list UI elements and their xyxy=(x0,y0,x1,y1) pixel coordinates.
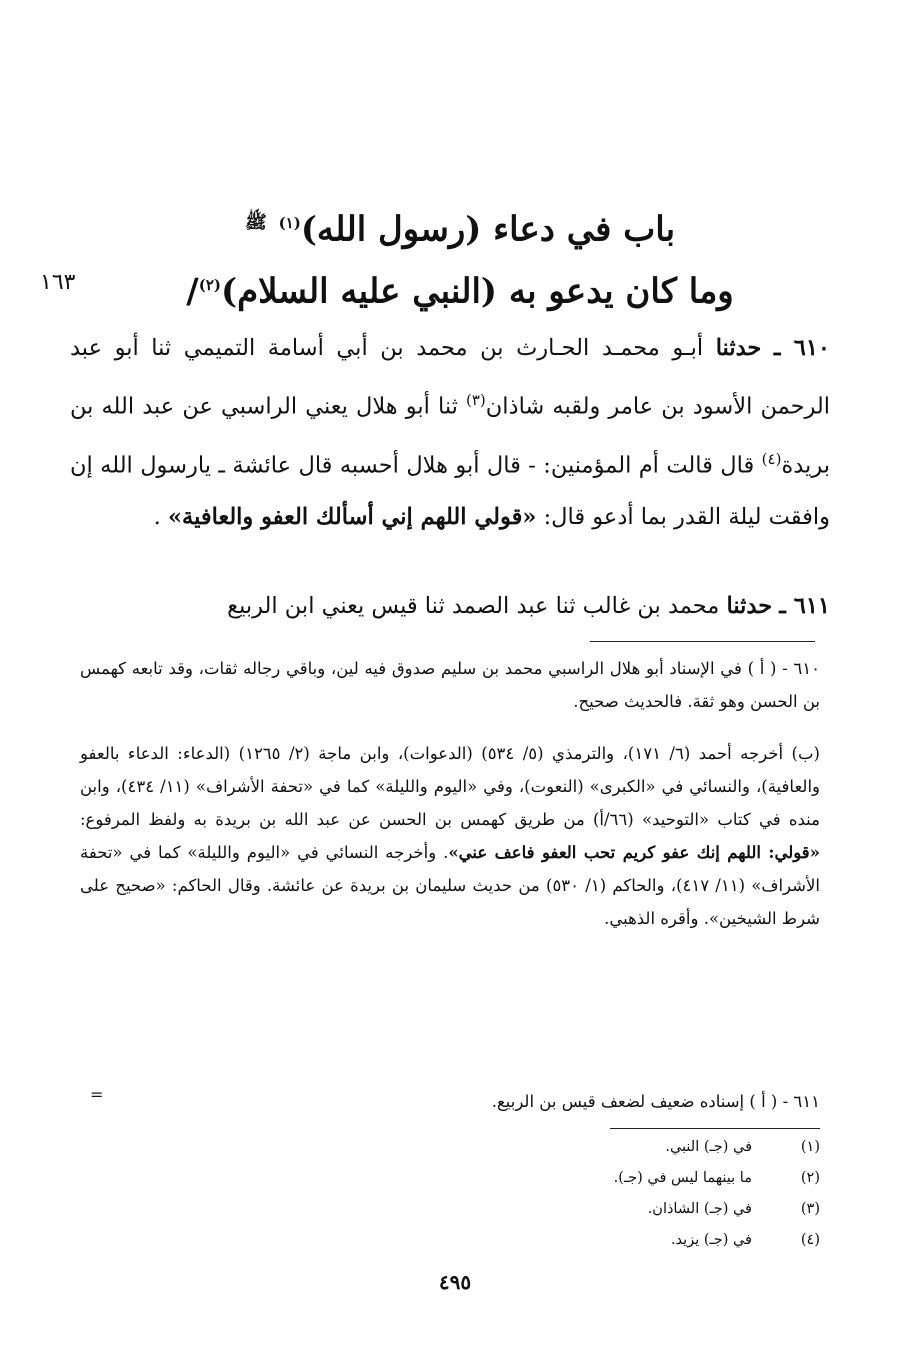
hadith-text: ثنا أبو هلال يعني الراسبي عن عبد الله بن بريدة xyxy=(70,393,830,478)
commentary-text: . وأخرجه النسائي في «اليوم والليلة» كما في «تحفة الأشراف» (١١/ ٤١٧)، والحاكم (١/ ٥٣٠) من حديث سليمان بن بريدة عن عائشة. وقال الحاكم: «صحيح على شرط الشيخين». وأقره الذهبي. xyxy=(80,843,820,928)
footnote-text: ما بينهما ليس في (جـ). xyxy=(613,1170,752,1186)
footnote-text: في (جـ) يزيد. xyxy=(670,1232,752,1248)
sentence-end: . xyxy=(153,504,161,530)
footnote-item xyxy=(560,1194,820,1225)
hadith-text: قال قالت أم المؤمنين: - قال أبو هلال أحسبه قال عائشة ـ يارسول الله إن وافقت ليلة القدر بما أدعو قال: xyxy=(70,452,830,530)
chapter-title-line-1 xyxy=(150,200,770,252)
footnote-number: (٣) xyxy=(800,1201,820,1217)
commentary-610-a: ٦١٠ - ( أ ) في الإسناد أبو هلال الراسبي محمد بن سليم صدوق فيه لين، وباقي رجاله ثقات، وقد تابعه كهمس بن الحسن وهو ثقة. فالحديث صحيح. xyxy=(80,659,820,711)
hadith-opener: حدثنا xyxy=(726,593,773,619)
footnotes xyxy=(560,1132,820,1256)
footnote-ref-1: (١) xyxy=(278,214,301,232)
footnote-separator xyxy=(610,1128,820,1129)
commentary-separator xyxy=(590,641,815,642)
hadith-610-paragraph xyxy=(70,322,830,543)
prophetic-quote: «قولي اللهم إني أسألك العفو والعافية» xyxy=(167,504,537,530)
commentary-611: ٦١١ - ( أ ) إسناده ضعيف لضعف قيس بن الربيع. xyxy=(491,1092,820,1111)
hadith-611-paragraph xyxy=(70,580,830,632)
margin-folio-number: ١٦٣ xyxy=(40,270,76,295)
hadith-text: أبـو محمـد الحـارث بن محمد بن أبي أسامة التميمي ثنا أبو عبد الرحمن الأسود بن عامر ولقبه شاذان xyxy=(70,335,831,420)
hadith-text: محمد بن غالب ثنا عبد الصمد ثنا قيس يعني ابن الربيع xyxy=(227,593,720,619)
folio-mark: / xyxy=(186,271,199,312)
footnote-number: (١) xyxy=(800,1139,820,1155)
commentary-text: (ب) أخرجه أحمد (٦/ ١٧١)، والترمذي (٥/ ٥٣٤) (الدعوات)، وابن ماجة (٢/ ١٢٦٥) (الدعاء: الدعاء بالعفو والعافية)، والنسائي في «الكبرى» (النعوت)، وفي «اليوم والليلة» كما في «تحفة الأشراف» (١١/ ٤٣٤)، وابن منده في كتاب «التوحيد» (٦٦/أ) من طريق كهمس بن الحسن عن عبد الله بن بريدة به ولفظ المرفوع: xyxy=(80,744,820,829)
title-line-1-text: باب في دعاء (رسول الله) xyxy=(300,209,676,250)
commentary-quote: «قولي: اللهم إنك عفو كريم تحب العفو فاعف عني» xyxy=(448,843,820,862)
salutation-glyph: ﷺ xyxy=(244,212,267,233)
hadith-number: ٦١٠ ـ xyxy=(773,335,831,361)
hadith-opener: حدثنا xyxy=(715,335,762,361)
footnote-item xyxy=(560,1132,820,1163)
footnote-ref-4: (٤) xyxy=(761,449,782,468)
page-number: ٤٩٥ xyxy=(438,1270,472,1294)
footnote-text: في (جـ) النبي. xyxy=(665,1139,752,1155)
hadith-number: ٦١١ ـ xyxy=(779,593,830,619)
footnote-ref-2: (٢) xyxy=(198,276,221,294)
footnote-number: (٤) xyxy=(800,1232,820,1248)
footnote-item xyxy=(560,1163,820,1194)
commentary-610-b xyxy=(80,737,820,935)
footnote-text: في (جـ) الشاذان. xyxy=(647,1201,752,1217)
chapter-title-line-2 xyxy=(150,262,770,314)
footnote-number: (٢) xyxy=(800,1170,820,1186)
continuation-mark: = xyxy=(90,1085,104,1104)
footnote-ref-3: (٣) xyxy=(466,391,486,409)
footnote-item xyxy=(560,1225,820,1256)
title-line-2-text: وما كان يدعو به (النبي عليه السلام) xyxy=(220,271,734,312)
